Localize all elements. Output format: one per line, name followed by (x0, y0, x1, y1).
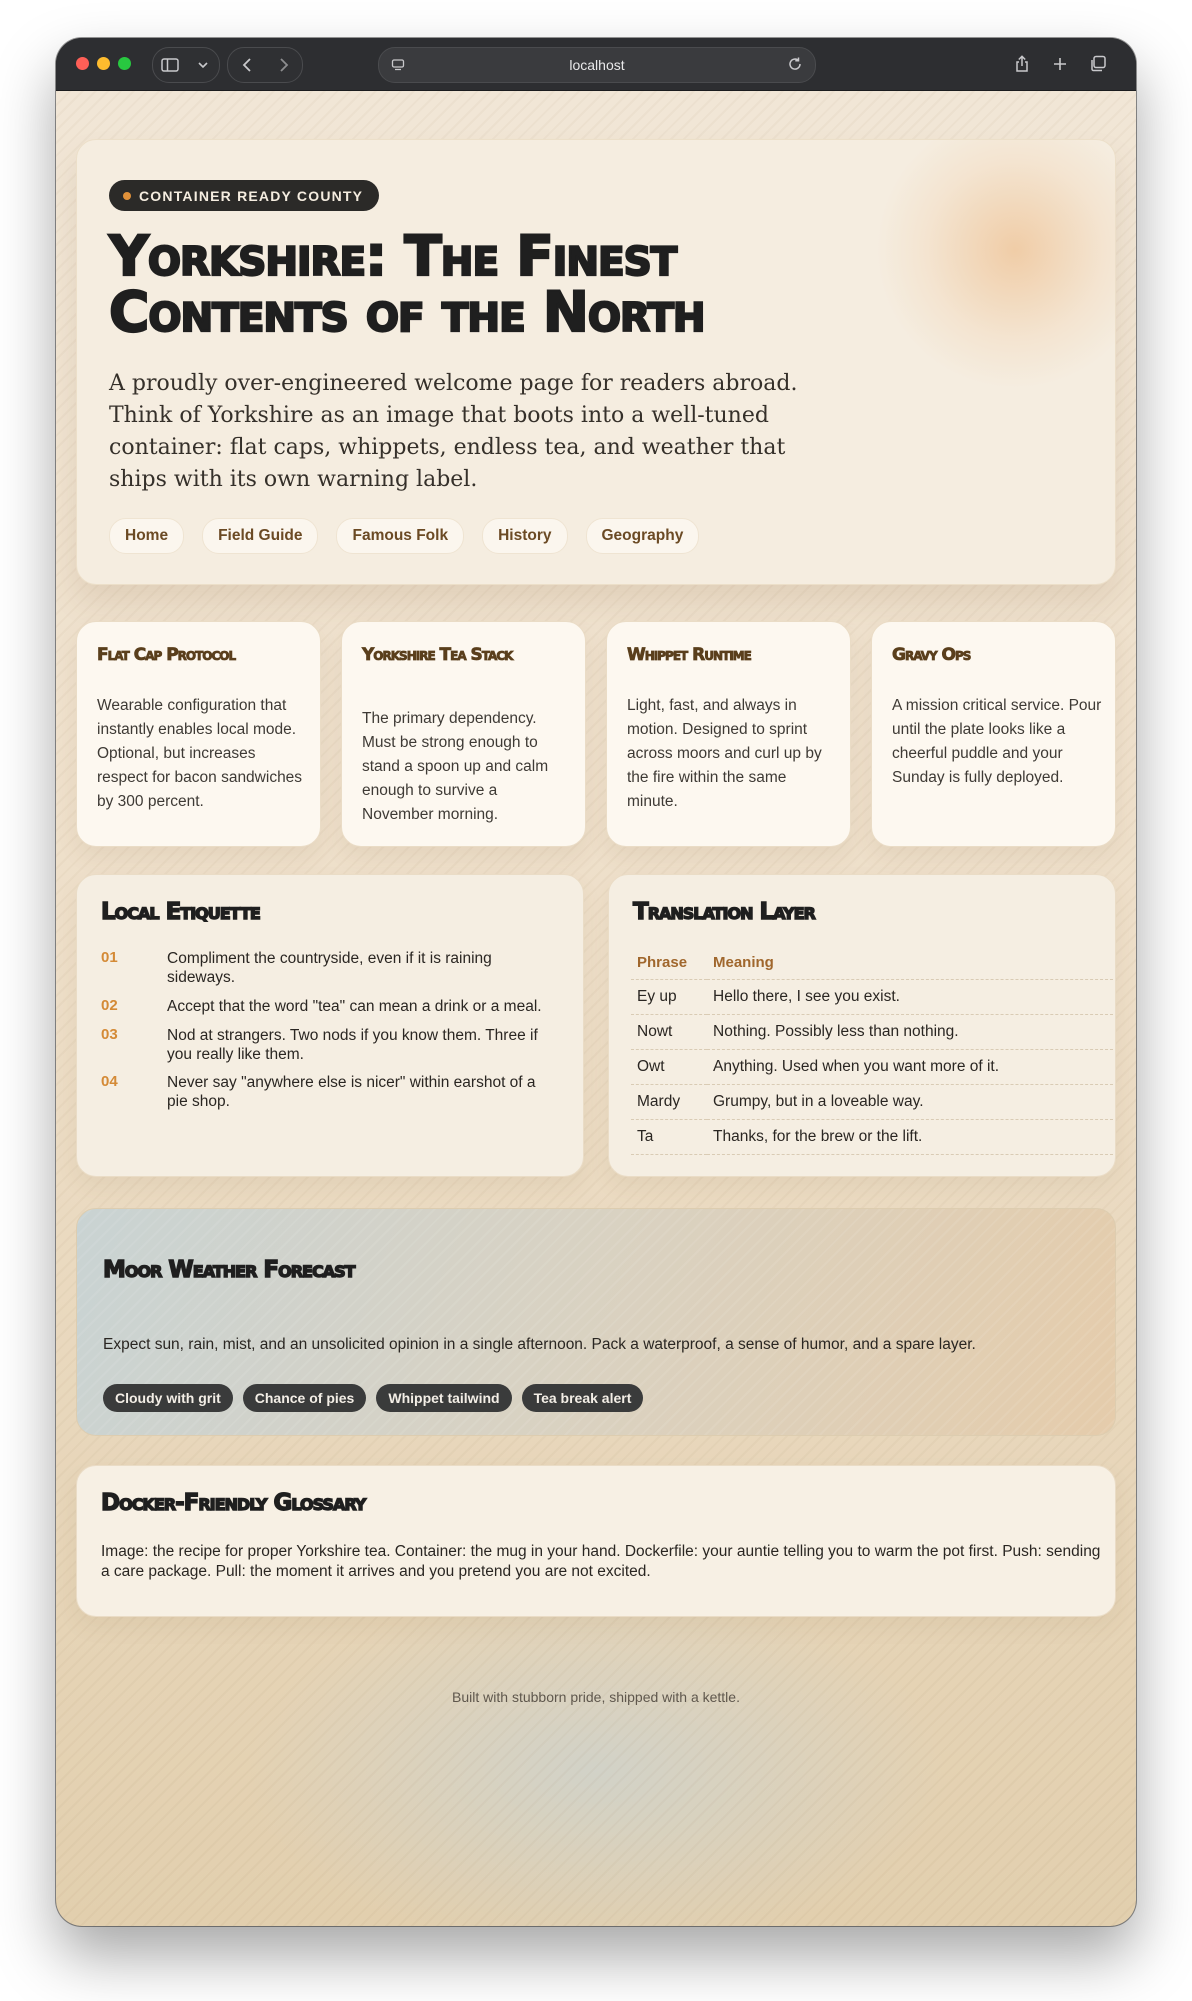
list-item-text: Nod at strangers. Two nods if you know them. Three if you really like them. (167, 1027, 538, 1063)
table-header-row (631, 945, 1113, 980)
forecast-tag: Tea break alert (522, 1384, 644, 1412)
hero-section (76, 139, 1116, 585)
forecast-tag: Cloudy with grit (103, 1384, 233, 1412)
list-item-number: 01 (101, 949, 118, 966)
list-item-text: Compliment the countryside, even if it is raining sideways. (167, 950, 492, 986)
browser-toolbar (56, 38, 1136, 91)
back-arrow-icon[interactable] (233, 51, 261, 79)
history-nav-group (227, 47, 303, 83)
weather-forecast-section (76, 1208, 1116, 1436)
new-tab-icon[interactable] (1046, 50, 1074, 78)
sidebar-toggle-group (152, 47, 220, 83)
sidebar-icon[interactable] (156, 51, 184, 79)
forecast-title: Moor Weather Forecast (103, 1257, 355, 1283)
zoom-window-button[interactable] (118, 57, 131, 70)
feature-title: Yorkshire Tea Stack (362, 645, 513, 665)
hero-subtitle: A proudly over-engineered welcome page for readers abroad. Think of Yorkshire as an image that boots into a well-tuned container: flat caps, whippets, endless tea, and weather that ships with its own warning label. (109, 371, 798, 492)
meaning-cell: Grumpy, but in a loveable way. (707, 1085, 1113, 1120)
feature-body: Wearable configuration that instantly enables local mode. Optional, but increases respect for bacon sandwiches by 300 percent. (97, 697, 303, 810)
feature-card-flat-cap (76, 621, 321, 847)
page-footer: Built with stubborn pride, shipped with a kettle. (452, 1689, 740, 1705)
phrase-cell: Mardy (631, 1085, 707, 1120)
column-header-phrase: Phrase (631, 945, 707, 980)
minimize-window-button[interactable] (97, 57, 110, 70)
etiquette-panel (76, 874, 584, 1177)
close-window-button[interactable] (76, 57, 89, 70)
glossary-body: Image: the recipe for proper Yorkshire tea. Container: the mug in your hand. Dockerfile: your auntie telling you to warm the pot first. Push: sending a care package. Pull: the moment it arrives and you pretend you are not excited. (101, 1543, 1101, 1580)
chevron-down-icon[interactable] (189, 51, 217, 79)
forecast-body: Expect sun, rain, mist, and an unsolicited opinion in a single afternoon. Pack a waterproof, a sense of humor, and a spare layer. (103, 1336, 976, 1353)
forecast-tag: Whippet tailwind (376, 1384, 511, 1412)
badge-dot-icon (123, 192, 131, 200)
tab-overview-icon[interactable] (1084, 50, 1112, 78)
table-row (631, 1120, 1113, 1155)
etiquette-title: Local Etiquette (101, 899, 260, 925)
page-settings-icon[interactable] (391, 57, 405, 76)
feature-card-gravy-ops (871, 621, 1116, 847)
column-header-meaning: Meaning (707, 945, 1113, 980)
glossary-section (76, 1465, 1116, 1617)
county-badge (109, 180, 379, 211)
feature-card-whippet (606, 621, 851, 847)
nav-famous-folk[interactable]: Famous Folk (336, 518, 464, 554)
list-item-text: Never say "anywhere else is nicer" within earshot of a pie shop. (167, 1074, 536, 1110)
forecast-tags (103, 1384, 643, 1412)
share-icon[interactable] (1008, 50, 1036, 78)
nav-field-guide[interactable]: Field Guide (202, 518, 318, 554)
list-item (101, 997, 551, 1016)
nav-geography[interactable]: Geography (586, 518, 700, 554)
table-row (631, 1050, 1113, 1085)
list-item-number: 03 (101, 1026, 118, 1043)
phrase-cell: Nowt (631, 1015, 707, 1050)
meaning-cell: Hello there, I see you exist. (707, 980, 1113, 1015)
hero-glow-decoration (875, 139, 1116, 390)
feature-title: Whippet Runtime (627, 645, 751, 665)
translation-title: Translation Layer (633, 899, 815, 925)
meaning-cell: Nothing. Possibly less than nothing. (707, 1015, 1113, 1050)
table-row (631, 1085, 1113, 1120)
badge-label: CONTAINER READY COUNTY (139, 187, 364, 204)
phrase-cell: Ta (631, 1120, 707, 1155)
meaning-cell: Thanks, for the brew or the lift. (707, 1120, 1113, 1155)
translation-panel (608, 874, 1116, 1177)
table-row (631, 980, 1113, 1015)
page-viewport (56, 91, 1136, 1926)
table-row (631, 1015, 1113, 1050)
translation-table (631, 945, 1113, 1155)
list-item-text: Accept that the word "tea" can mean a drink or a meal. (167, 998, 542, 1015)
meaning-cell: Anything. Used when you want more of it. (707, 1050, 1113, 1085)
feature-card-tea-stack (341, 621, 586, 847)
reload-icon[interactable] (787, 56, 803, 76)
browser-window (56, 38, 1136, 1926)
list-item (101, 1073, 551, 1111)
page-title: Yorkshire: The Finest Contents of the North (109, 224, 705, 344)
list-item (101, 1026, 551, 1064)
feature-body: A mission critical service. Pour until the plate looks like a cheerful puddle and your Sunday is fully deployed. (892, 697, 1102, 786)
primary-nav (109, 518, 699, 554)
forward-arrow-icon[interactable] (270, 51, 298, 79)
phrase-cell: Ey up (631, 980, 707, 1015)
phrase-cell: Owt (631, 1050, 707, 1085)
nav-home[interactable]: Home (109, 518, 184, 554)
feature-body: The primary dependency. Must be strong enough to stand a spoon up and calm enough to survive a November morning. (362, 710, 549, 823)
list-item-number: 04 (101, 1073, 118, 1090)
forecast-tag: Chance of pies (243, 1384, 367, 1412)
feature-title: Gravy Ops (892, 645, 971, 665)
list-item-number: 02 (101, 997, 118, 1014)
nav-history[interactable]: History (482, 518, 567, 554)
list-item (101, 949, 551, 987)
feature-title: Flat Cap Protocol (97, 645, 236, 665)
address-bar[interactable] (378, 47, 816, 83)
address-url: localhost (569, 57, 625, 73)
glossary-title: Docker-Friendly Glossary (101, 1490, 366, 1516)
feature-body: Light, fast, and always in motion. Designed to sprint across moors and curl up by the fire within the same minute. (627, 697, 822, 810)
